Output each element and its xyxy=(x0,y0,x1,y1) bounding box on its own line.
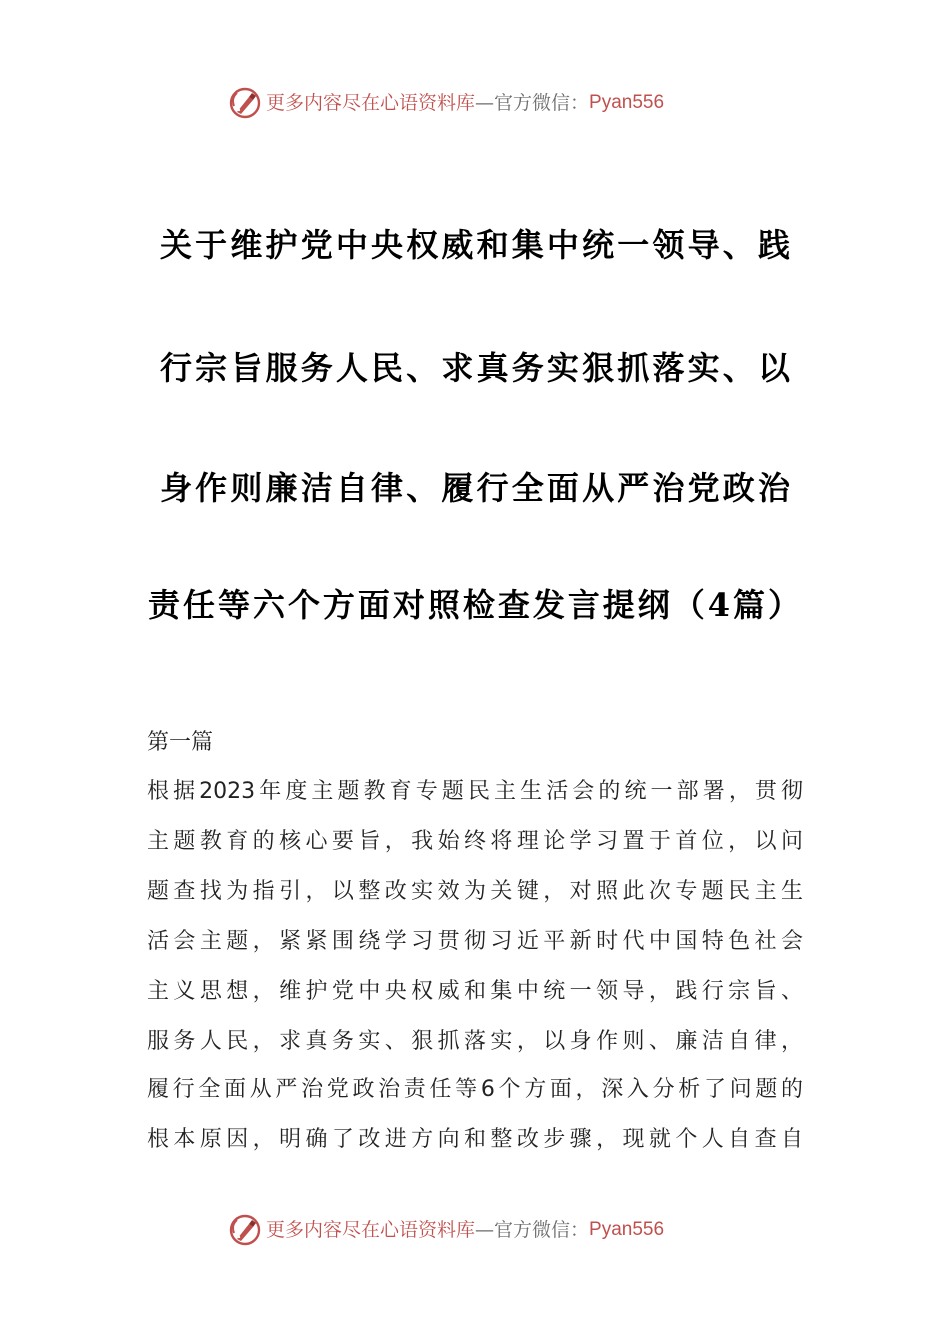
watermark-site-text: 更多内容尽在心语资料库 xyxy=(266,92,476,114)
section-heading: 第一篇 xyxy=(147,730,214,755)
body-line: 题查找为指引，以整改实效为关键，对照此次专题民主生 xyxy=(147,879,803,904)
body-line: 主题教育的核心要旨，我始终将理论学习置于首位，以问 xyxy=(147,829,803,854)
document-title-line-1: 关于维护党中央权威和集中统一领导、践 xyxy=(160,226,790,264)
document-title-line-4: 责任等六个方面对照检查发言提纲（4篇） xyxy=(148,586,800,624)
watermark-site-text: 更多内容尽在心语资料库 xyxy=(266,1219,476,1241)
document-title-line-3: 身作则廉洁自律、履行全面从严治党政治 xyxy=(160,469,790,507)
pen-nib-circle-icon xyxy=(228,1213,262,1247)
watermark-separator-text: —官方微信： xyxy=(475,1219,590,1241)
header-watermark xyxy=(228,86,664,120)
body-line: 根本原因，明确了改进方向和整改步骤，现就个人自查自 xyxy=(147,1127,803,1152)
footer-watermark xyxy=(228,1213,664,1247)
body-line: 服务人民，求真务实、狠抓落实，以身作则、廉洁自律， xyxy=(147,1029,803,1054)
pen-nib-circle-icon xyxy=(228,86,262,120)
body-line: 履行全面从严治党政治责任等6个方面，深入分析了问题的 xyxy=(147,1077,803,1102)
body-line: 根据2023年度主题教育专题民主生活会的统一部署，贯彻 xyxy=(147,779,803,804)
body-line: 主义思想，维护党中央权威和集中统一领导，践行宗旨、 xyxy=(147,979,803,1004)
watermark-wechat-id: Pyan556 xyxy=(589,1219,665,1240)
watermark-separator-text: —官方微信： xyxy=(475,92,590,114)
document-title-line-2: 行宗旨服务人民、求真务实狠抓落实、以 xyxy=(160,349,790,387)
body-line: 活会主题，紧紧围绕学习贯彻习近平新时代中国特色社会 xyxy=(147,929,803,954)
watermark-wechat-id: Pyan556 xyxy=(589,92,665,113)
